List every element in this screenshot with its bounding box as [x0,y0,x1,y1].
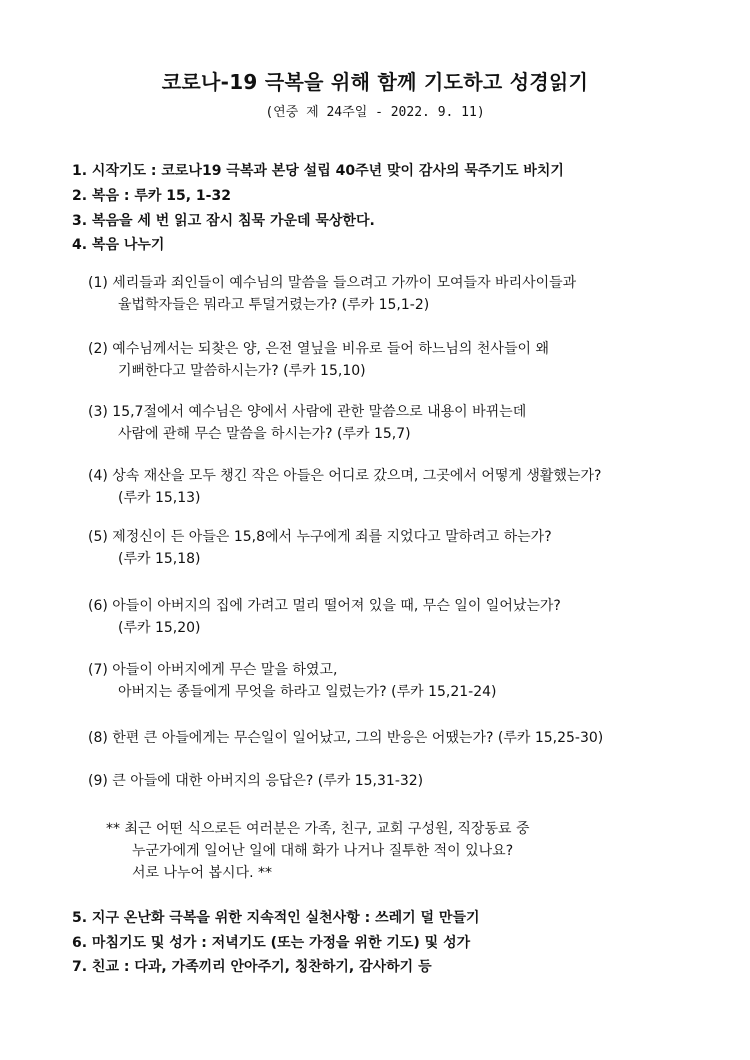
question-1-line1: (1) 세리들과 죄인들이 예수님의 말씀을 들으려고 가까이 모여들자 바리사이들과 [88,275,577,291]
question-6 [88,595,561,639]
question-4 [88,465,601,509]
sharing-note [106,818,529,884]
question-2 [88,338,549,382]
question-4-line2: (루카 15,13) [118,490,201,506]
question-5-line1: (5) 제정신이 든 아들은 15,8에서 누구에게 죄를 지었다고 말하려고 하는가? [88,529,552,545]
question-6-line1: (6) 아들이 아버지의 집에 가려고 멀리 떨어져 있을 때, 무슨 일이 일어났는가? [88,598,561,614]
page-subtitle: (연중 제 24주일 - 2022. 9. 11) [265,105,485,120]
question-9 [88,770,423,792]
question-1 [88,272,576,316]
question-8-line1: (8) 한편 큰 아들에게는 무슨일이 일어났고, 그의 반응은 어땠는가? (루카 15,25-30) [88,730,604,746]
question-7 [88,659,496,703]
question-5 [88,526,552,570]
sharing-note-line2: 누군가에게 일어난 일에 대해 화가 나거나 질투한 적이 있나요? [132,843,514,859]
question-9-line1: (9) 큰 아들에 대한 아버지의 응답은? (루카 15,31-32) [88,773,424,789]
question-7-line2: 아버지는 종들에게 무엇을 하라고 일렀는가? (루카 15,21-24) [118,684,497,700]
question-4-line1: (4) 상속 재산을 모두 챙긴 작은 아들은 어디로 갔으며, 그곳에서 어떻게 생활했는가? [88,468,602,484]
question-8 [88,727,603,749]
question-3-line1: (3) 15,7절에서 예수님은 양에서 사람에 관한 말씀으로 내용이 바뀌는데 [88,404,527,420]
question-3-line2: 사람에 관해 무슨 말씀을 하시는가? (루카 15,7) [118,426,411,442]
item-fellowship: 7. 친교 : 다과, 가족끼리 안아주기, 칭찬하기, 감사하기 등 [72,959,432,975]
item-reading: 3. 복음을 세 번 읽고 잠시 침묵 가운데 묵상한다. [72,213,375,229]
question-7-line1: (7) 아들이 아버지에게 무슨 말을 하였고, [88,662,338,678]
question-2-line2: 기뻐한다고 말씀하시는가? (루카 15,10) [118,363,366,379]
sharing-note-line1: ** 최근 어떤 식으로든 여러분은 가족, 친구, 교회 구성원, 직장동료 중 [106,821,530,837]
sharing-note-line3: 서로 나누어 봅시다. ** [132,865,272,881]
question-5-line2: (루카 15,18) [118,551,201,567]
item-climate-action: 5. 지구 온난화 극복을 위한 지속적인 실천사항 : 쓰레기 덜 만들기 [72,910,480,926]
item-opening-prayer: 1. 시작기도 : 코로나19 극복과 본당 설립 40주년 맞이 감사의 묵주기도 바치기 [72,163,564,179]
question-3 [88,401,526,445]
question-1-line2: 율법학자들은 뭐라고 투덜거렸는가? (루카 15,1-2) [118,297,430,313]
page-title: 코로나-19 극복을 위해 함께 기도하고 성경읽기 [161,70,589,94]
question-6-line2: (루카 15,20) [118,620,201,636]
item-sharing: 4. 복음 나누기 [72,237,165,253]
question-2-line1: (2) 예수님께서는 되찾은 양, 은전 열닢을 비유로 들어 하느님의 천사들이 왜 [88,341,549,357]
item-gospel: 2. 복음 : 루카 15, 1-32 [72,188,231,204]
item-closing-prayer: 6. 마침기도 및 성가 : 저녁기도 (또는 가정을 위한 기도) 및 성가 [72,935,471,951]
